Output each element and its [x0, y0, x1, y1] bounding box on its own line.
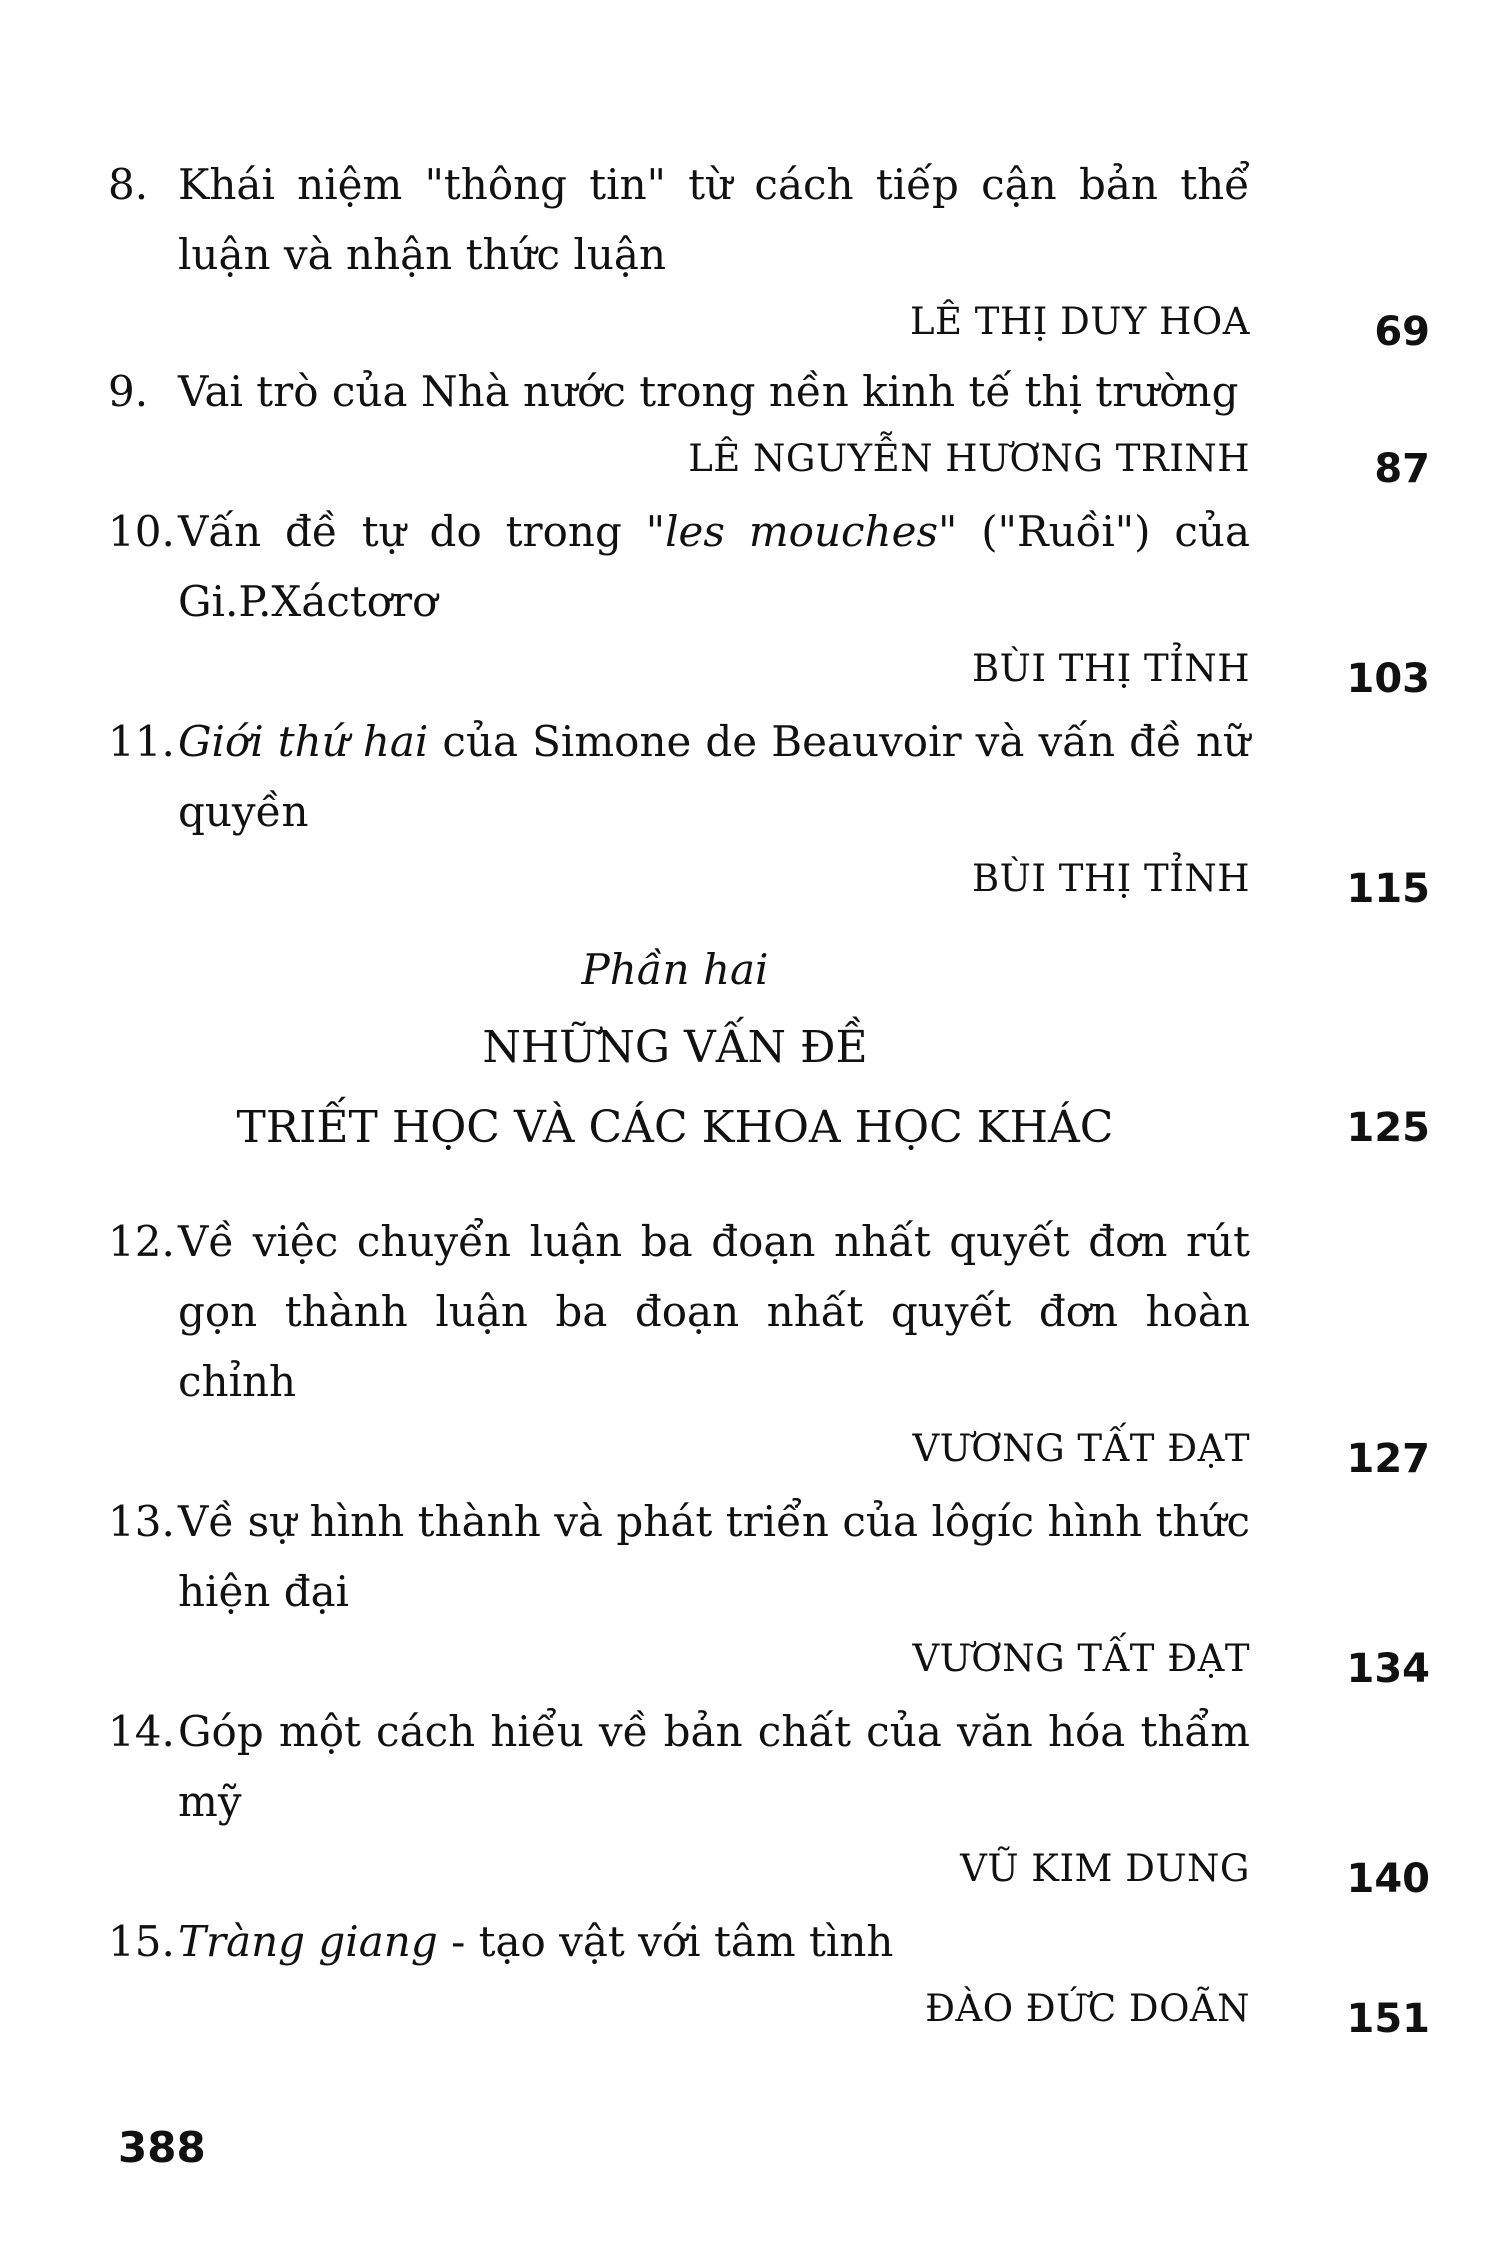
entry-number: 15. — [108, 1917, 175, 1966]
part-page-number: 125 — [1346, 1105, 1430, 1151]
part-title-line-2: TRIẾT HỌC VÀ CÁC KHOA HỌC KHÁC — [236, 1102, 1114, 1153]
entry-title: Về sự hình thành và phát triển của lôgíc hình thức hiện đại — [178, 1497, 1250, 1616]
entry-page-number: 87 — [1374, 446, 1430, 492]
entry-number: 12. — [108, 1217, 175, 1266]
entry-author: LÊ THỊ DUY HOA — [909, 300, 1250, 343]
entry-page-number: 69 — [1374, 309, 1430, 355]
entry-number: 9. — [108, 367, 149, 416]
entry-author: VƯƠNG TẤT ĐẠT — [912, 1637, 1250, 1680]
entry-title-italic: Tràng giang — [178, 1917, 438, 1966]
entry-number: 14. — [108, 1707, 175, 1756]
entry-author: BÙI THỊ TỈNH — [971, 647, 1250, 690]
entry-page-number: 127 — [1346, 1436, 1430, 1482]
entry-title: Góp một cách hiểu về bản chất của văn hóa thẩm mỹ — [178, 1707, 1250, 1826]
entry-title — [178, 497, 1250, 637]
entry-page-number: 140 — [1346, 1856, 1430, 1902]
entry-title-text: - tạo vật với tâm tình — [437, 1917, 894, 1966]
part-label: Phần hai — [581, 945, 769, 994]
part-title-line-1: NHỮNG VẤN ĐỀ — [482, 1022, 868, 1073]
entry-author: VŨ KIM DUNG — [960, 1847, 1250, 1890]
entry-page-number: 134 — [1346, 1646, 1430, 1692]
entry-title-italic: Giới thứ hai — [178, 717, 429, 766]
entry-page-number: 115 — [1346, 866, 1430, 912]
entry-number: 11. — [108, 717, 175, 766]
entry-number: 10. — [108, 507, 175, 556]
entry-number: 13. — [108, 1497, 175, 1546]
entry-page-number: 151 — [1346, 1996, 1430, 2042]
entry-title — [178, 1907, 1250, 1977]
entry-title-text: Vấn đề tự do trong — [178, 507, 646, 556]
entry-title: Khái niệm "thông tin" từ cách tiếp cận bản thể luận và nhận thức luận — [178, 160, 1250, 279]
page-number: 388 — [118, 2123, 206, 2172]
entry-title — [178, 707, 1250, 847]
entry-title-text: ("Ruồi") của Gi.P.Xáctơrơ — [178, 507, 1251, 626]
entry-title: Vai trò của Nhà nước trong nền kinh tế thị trường — [178, 367, 1239, 416]
entry-author: VƯƠNG TẤT ĐẠT — [912, 1427, 1250, 1470]
entry-number: 8. — [108, 160, 149, 209]
entry-author: ĐÀO ĐỨC DOÃN — [925, 1987, 1250, 2030]
entry-author: BÙI THỊ TỈNH — [971, 857, 1250, 900]
entry-page-number: 103 — [1346, 656, 1430, 702]
entry-author: LÊ NGUYỄN HƯƠNG TRINH — [688, 437, 1250, 480]
entry-title-italic: "les mouches" — [645, 507, 958, 556]
entry-title: Về việc chuyển luận ba đoạn nhất quyết đơn rút gọn thành luận ba đoạn nhất quyết đơn hoàn chỉnh — [178, 1217, 1250, 1406]
entry-title-text: của Simone de Beauvoir và vấn đề nữ quyền — [178, 717, 1250, 836]
